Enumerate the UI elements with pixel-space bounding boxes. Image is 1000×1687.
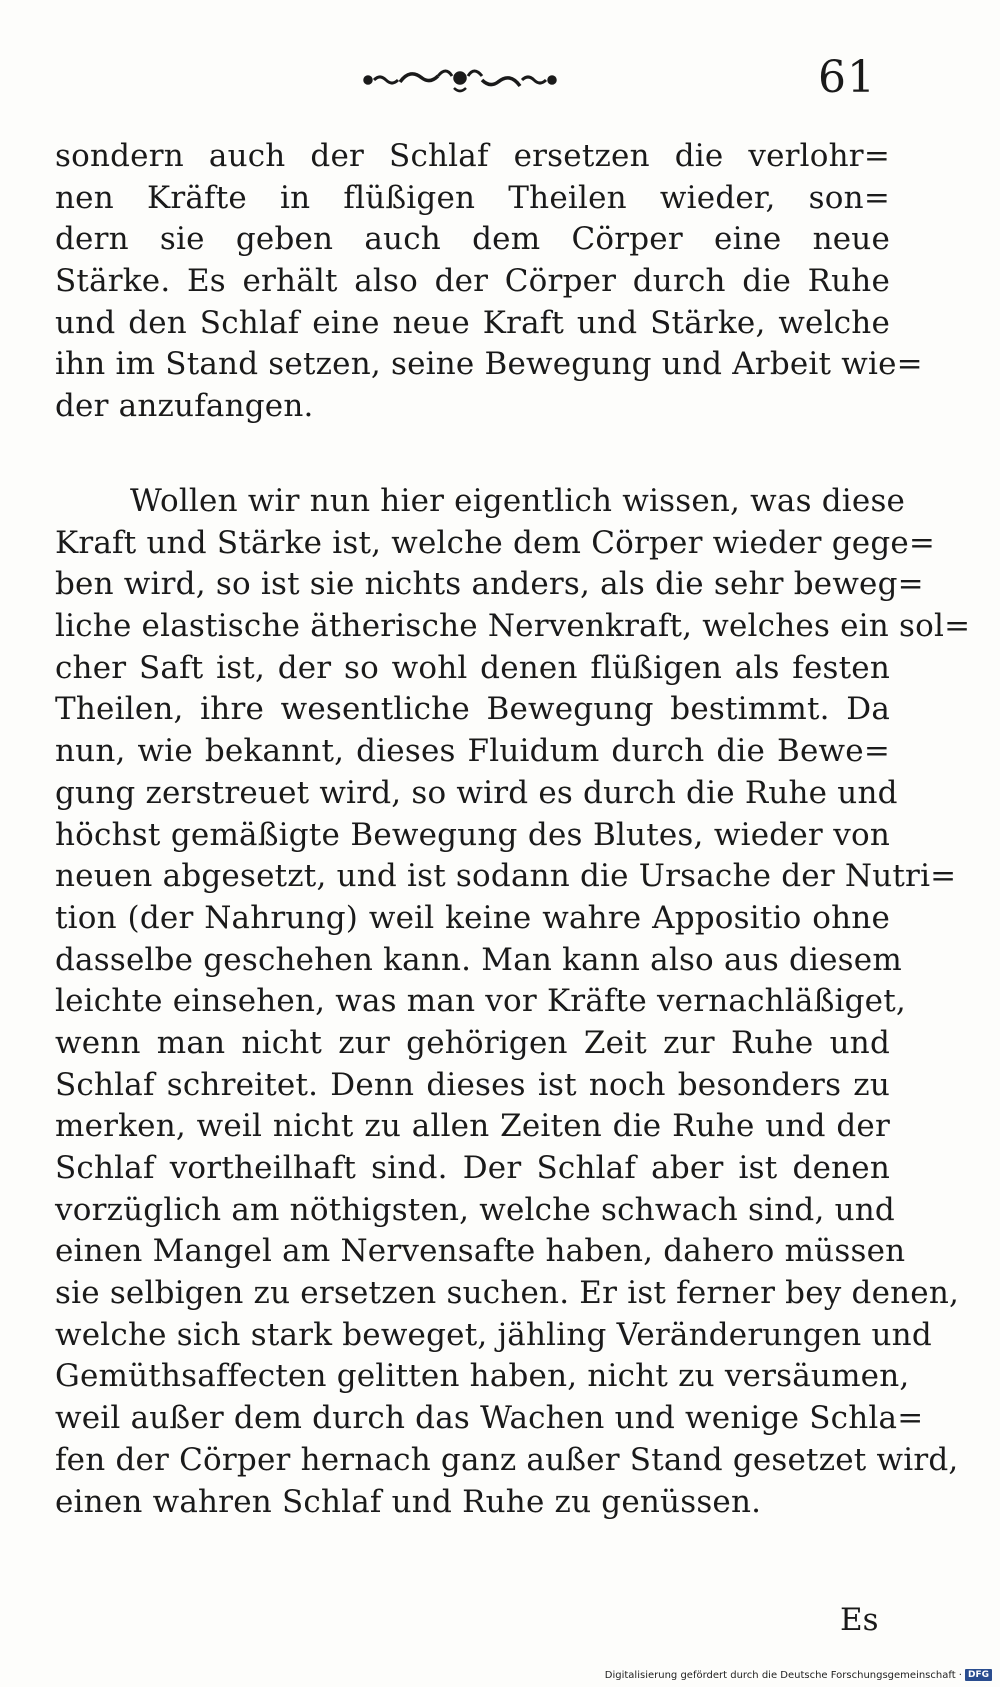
text-line: tion (der Nahrung) weil keine wahre Appositio ohne bbox=[55, 899, 890, 936]
text-line: einen wahren Schlaf und Ruhe zu genüssen. bbox=[55, 1483, 762, 1520]
text-line: leichte einsehen, was man vor Kräfte vernachläßiget, bbox=[55, 983, 906, 1020]
text-line: nen Kräfte in flüßigen Theilen wieder, son= bbox=[55, 179, 890, 216]
text-line: ben wird, so ist sie nichts anders, als die sehr beweg= bbox=[55, 566, 924, 603]
text-line: nun, wie bekannt, dieses Fluidum durch die Bewe= bbox=[55, 733, 890, 770]
dfg-logo-icon: DFG bbox=[965, 1669, 992, 1681]
text-line: merken, weil nicht zu allen Zeiten die Ruhe und der bbox=[55, 1108, 890, 1145]
text-line: dern sie geben auch dem Cörper eine neue bbox=[55, 221, 890, 258]
text-line: wenn man nicht zur gehörigen Zeit zur Ruhe und bbox=[55, 1024, 890, 1061]
text-line: einen Mangel am Nervensafte haben, dahero müssen bbox=[55, 1233, 906, 1270]
text-line: Gemüthsaffecten gelitten haben, nicht zu versäumen, bbox=[55, 1358, 910, 1395]
text-line: vorzüglich am nöthigsten, welche schwach sind, und bbox=[55, 1191, 895, 1228]
text-line: höchst gemäßigte Bewegung des Blutes, wieder von bbox=[55, 816, 890, 853]
footer-text: Digitalisierung gefördert durch die Deutsche Forschungsgemeinschaft · bbox=[604, 1669, 962, 1681]
text-line: Schlaf schreitet. Denn dieses ist noch besonders zu bbox=[55, 1066, 890, 1103]
text-line: dasselbe geschehen kann. Man kann also aus diesem bbox=[55, 941, 902, 978]
digitization-footer bbox=[605, 1669, 992, 1681]
text-line: der anzufangen. bbox=[55, 388, 314, 425]
text-line: cher Saft ist, der so wohl denen flüßigen als festen bbox=[55, 649, 890, 686]
text-line: Theilen, ihre wesentliche Bewegung bestimmt. Da bbox=[55, 691, 890, 728]
floral-ornament-icon bbox=[360, 58, 560, 102]
catchword: Es bbox=[840, 1602, 879, 1638]
text-line: ihn im Stand setzen, seine Bewegung und Arbeit wie= bbox=[55, 346, 923, 383]
text-line: sie selbigen zu ersetzen suchen. Er ist ferner bey denen, bbox=[55, 1275, 960, 1312]
text-line: sondern auch der Schlaf ersetzen die verlohr= bbox=[55, 138, 890, 174]
text-line: Kraft und Stärke ist, welche dem Cörper wieder gege= bbox=[55, 524, 936, 561]
text-line: Wollen wir nun hier eigentlich wissen, was diese bbox=[130, 483, 906, 519]
text-line: neuen abgesetzt, und ist sodann die Ursache der Nutri= bbox=[55, 858, 957, 895]
page-number: 61 bbox=[818, 52, 876, 103]
paragraph-1 bbox=[55, 136, 923, 428]
text-line: Schlaf vortheilhaft sind. Der Schlaf aber ist denen bbox=[55, 1150, 890, 1186]
text-line: fen der Cörper hernach ganz außer Stand gesetzet wird, bbox=[55, 1441, 959, 1478]
text-line: gung zerstreuet wird, so wird es durch die Ruhe und bbox=[55, 774, 898, 811]
text-line: liche elastische ätherische Nervenkraft, welches ein sol= bbox=[55, 608, 971, 645]
text-line: welche sich stark beweget, jähling Veränderungen und bbox=[55, 1316, 932, 1353]
text-line: weil außer dem durch das Wachen und wenige Schla= bbox=[55, 1400, 924, 1437]
text-line: und den Schlaf eine neue Kraft und Stärke, welche bbox=[55, 304, 890, 341]
paragraph-2 bbox=[55, 481, 971, 1523]
text-line: Stärke. Es erhält also der Cörper durch die Ruhe bbox=[55, 263, 890, 300]
